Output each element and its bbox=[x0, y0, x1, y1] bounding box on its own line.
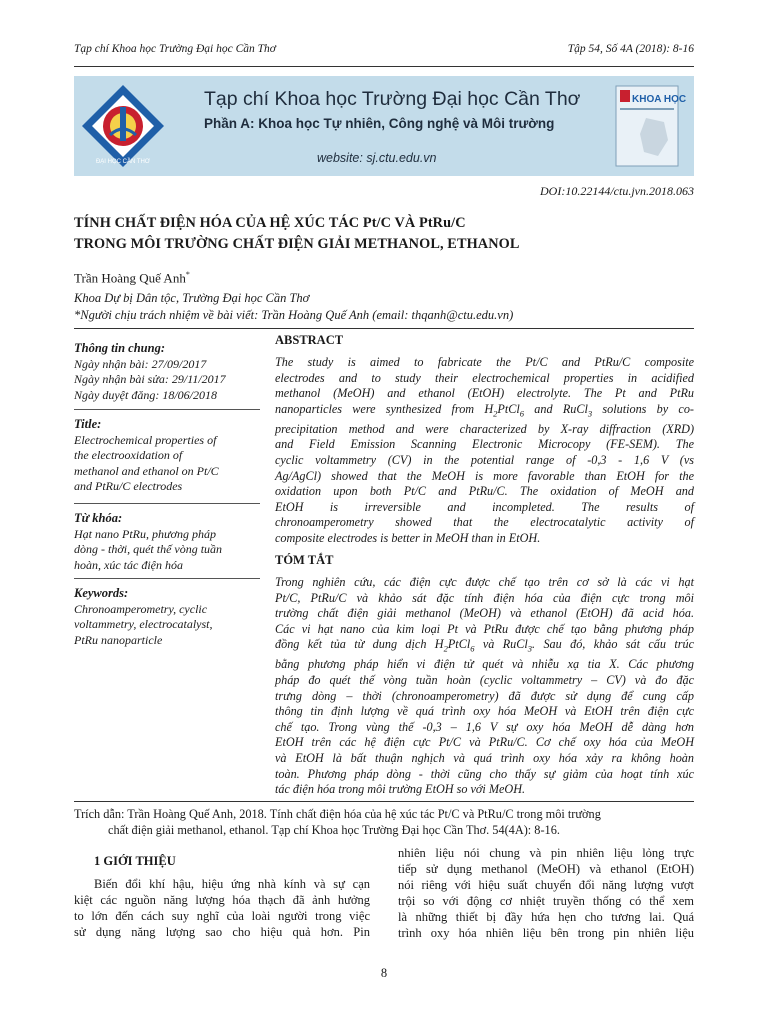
journal-cover-logo bbox=[606, 82, 686, 170]
english-keywords-heading: Keywords: bbox=[74, 586, 129, 600]
abstract-top-rule bbox=[275, 328, 694, 329]
tomtat-line: Trong nghiên cứu, các điện cực được chế tạo trên cơ sở là các vi hạt bbox=[275, 575, 694, 589]
body-line: nói riêng với hiệu suất chuyển đổi năng lượng vượt bbox=[398, 878, 694, 892]
received-date: Ngày nhận bài: 27/09/2017 bbox=[74, 356, 207, 371]
english-keywords bbox=[74, 586, 260, 648]
body-line: trình oxy hóa nhiên liệu bên trong pin nhiên liệu bbox=[398, 926, 694, 940]
body-line: to lớn đến cách suy nghĩ của loài người trong việc bbox=[74, 909, 370, 923]
author-name: Trần Hoàng Quế Anh bbox=[74, 270, 186, 286]
body-line: sử dụng năng lượng sao cho hiệu quả hơn. Pin bbox=[74, 925, 370, 939]
abstract-bottom-rule bbox=[74, 801, 694, 802]
abstract-line: oxidation upon both Pt/C and PtRu/C. The oxidation of MeOH and bbox=[275, 484, 694, 499]
left-column-rule bbox=[74, 409, 260, 410]
doi: DOI:10.22144/ctu.jvn.2018.063 bbox=[540, 184, 694, 198]
tomtat-line: EtOH trên các hệ điện cực Pt/C và PtRu/C. Cơ chế oxy hóa của MeOH bbox=[275, 735, 694, 750]
body-column-left bbox=[74, 876, 370, 940]
english-title-line: Electrochemical properties of bbox=[74, 432, 217, 447]
running-head-volume: Tập 54, Số 4A (2018): 8-16 bbox=[567, 43, 694, 55]
university-seal-logo bbox=[80, 83, 166, 169]
vietnamese-keywords-line: dòng - thời, quét thế vòng tuần bbox=[74, 542, 223, 556]
english-title bbox=[74, 417, 260, 495]
english-title-line: methanol and ethanol on Pt/C bbox=[74, 463, 219, 478]
abstract-line: composite electrodes is better in MeOH than in EtOH. bbox=[275, 530, 541, 545]
journal-banner bbox=[74, 76, 694, 176]
abstract-line: cyclic voltammetry (CV) in the potential range of -0,3 - 1,6 V (vs bbox=[275, 453, 694, 467]
tomtat-line: bằng phương pháp hiển vi điện tử quét và nhiễu xạ tia X. Các phương bbox=[275, 657, 694, 672]
left-column-rule bbox=[74, 578, 260, 579]
citation-line: Trích dẫn: Trần Hoàng Quế Anh, 2018. Tính chất điện hóa của hệ xúc tác Pt/C và PtRu/C trong môi trường bbox=[74, 807, 601, 821]
left-column-rule bbox=[74, 503, 260, 504]
body-column-right bbox=[398, 845, 694, 941]
english-title-line: the electrooxidation of bbox=[74, 448, 183, 462]
banner-website: website: sj.ctu.edu.vn bbox=[317, 151, 437, 165]
corresponding-author: *Người chịu trách nhiệm về bài viết: Trần Hoàng Quế Anh (email: thqanh@ctu.edu.vn) bbox=[74, 308, 514, 322]
body-line: tiếp sử dụng methanol (MeOH) và ethanol (EtOH) bbox=[398, 862, 694, 876]
abstract-line: electrodes and to study their electrochemical properties in acidified bbox=[275, 370, 694, 385]
body-line: trội so với động cơ nhiệt truyền thống có thể xem bbox=[398, 894, 694, 908]
abstract-line: EtOH is irreversible and incompleted. The results of bbox=[275, 499, 694, 514]
article-title-line-1: TÍNH CHẤT ĐIỆN HÓA CỦA HỆ XÚC TÁC Pt/C VÀ PtRu/C bbox=[74, 215, 466, 231]
abstract-line: nanoparticles were synthesized from $H_2PtCl_6$ and RuCl$_3$ solutions by co- bbox=[275, 401, 694, 419]
article-title-line-2: TRONG MÔI TRƯỜNG CHẤT ĐIỆN GIẢI METHANOL, ETHANOL bbox=[74, 236, 520, 252]
english-keywords-line: PtRu nanoparticle bbox=[74, 632, 163, 647]
article-info-heading: Thông tin chung: bbox=[74, 341, 166, 355]
banner-subtitle: Phần A: Khoa học Tự nhiên, Công nghệ và Môi trường bbox=[204, 116, 555, 131]
vietnamese-keywords bbox=[74, 511, 260, 573]
tomtat-line: trưng dòng – thời (chronoamperometry) đã được sử dụng để cung cấp bbox=[275, 688, 694, 703]
body-line: kiệt các nguồn năng lượng hóa thạch đã ảnh hưởng bbox=[74, 893, 370, 907]
page-number: 8 bbox=[380, 966, 388, 980]
english-keywords-line: voltammetry, electrocatalyst, bbox=[74, 617, 213, 631]
vietnamese-keywords-heading: Từ khóa: bbox=[74, 511, 123, 525]
tomtat-line: trường chất điện giải methanol (MeOH) và ethanol (EtOH) đã acid hóa. bbox=[275, 606, 694, 621]
revised-date: Ngày nhận bài sửa: 29/11/2017 bbox=[74, 372, 226, 386]
tomtat-line: Pt/C, PtRu/C và khảo sát đặc tính điện hóa của điện cực trong môi bbox=[275, 590, 694, 605]
citation bbox=[74, 807, 694, 838]
header-rule bbox=[74, 66, 694, 67]
tomtat-line: Các vi hạt nano của kim loại Pt và PtRu được chế tạo bằng phương pháp bbox=[275, 621, 694, 636]
tomtat-line: pháp đo quét thế vòng tuần hoàn (cyclic voltammetry – CV) và đo đặc bbox=[275, 673, 694, 687]
logo-left-text: ĐẠI HỌC CẦN THƠ bbox=[95, 159, 151, 165]
running-head-journal: Tạp chí Khoa học Trường Đại học Cần Thơ bbox=[74, 43, 276, 55]
abstract-line: Ag/AgCl) showed that the MeOH is more favorable than EtOH for the bbox=[275, 468, 694, 483]
abstract-line: chronoamperometry showed that the electrocatalytic activity of bbox=[275, 515, 694, 530]
abstract-line: The study is aimed to fabricate the Pt/C and PtRu/C composite bbox=[275, 355, 694, 369]
abstract-heading: ABSTRACT bbox=[275, 333, 344, 347]
tomtat-line: đồng kết tủa từ dung dịch $H_2PtCl_6$ và RuCl$_3$. Sau đó, khảo sát cấu trúc bbox=[275, 637, 694, 654]
english-keywords-line: Chronoamperometry, cyclic bbox=[74, 601, 208, 616]
logo-right-text: KHOA HỌC bbox=[632, 94, 686, 105]
tomtat-line: thông tin định lượng về quá trình oxy hóa MeOH và EtOH trên điện cực bbox=[275, 704, 694, 719]
article-info bbox=[74, 341, 260, 403]
section-heading: 1 GIỚI THIỆU bbox=[94, 854, 176, 868]
affiliation: Khoa Dự bị Dân tộc, Trường Đại học Cần Thơ bbox=[74, 291, 310, 305]
tomtat-line: và EtOH là bất thuận nghịch và quá trình oxy hóa xảy ra không hoàn bbox=[275, 750, 694, 765]
tomtat-line: toàn. Phương pháp dòng - thời cũng cho thấy sự giảm của hoạt tính xúc bbox=[275, 766, 694, 781]
banner-title: Tạp chí Khoa học Trường Đại học Cần Thơ bbox=[204, 88, 581, 110]
abstract-line: and Field Emission Scanning Electronic Microcopy (FE-SEM). The bbox=[275, 437, 694, 452]
tomtat-heading: TÓM TẮT bbox=[275, 553, 334, 567]
tomtat-line: chế tạo. Trong vùng thế -0,3 – 1,6 V sự oxy hóa MeOH dễ dàng hơn bbox=[275, 719, 694, 734]
abstract-line: methanol (MeOH) and ethanol (EtOH) electrolyte. The Pt and PtRu bbox=[275, 386, 694, 401]
tomtat-line: tác điện hóa trong môi trường EtOH so với MeOH. bbox=[275, 782, 526, 797]
citation-line: chất điện giải methanol, ethanol. Tạp chí Khoa học Trường Đại học Cần Thơ. 54(4A): 8-16. bbox=[108, 822, 560, 837]
body-line: nhiên liệu nói chung và pin nhiên liệu lỏng trực bbox=[398, 846, 694, 860]
english-title-line: and PtRu/C electrodes bbox=[74, 479, 183, 493]
vietnamese-keywords-line: hoàn, xúc tác điện hóa bbox=[74, 557, 183, 572]
body-line: Biến đổi khí hậu, hiệu ứng nhà kính và sự cạn bbox=[94, 877, 370, 891]
abstract-line: precipitation method and were characterized by X-ray diffraction (XRD) bbox=[275, 421, 694, 436]
tomtat-text bbox=[275, 575, 694, 798]
author-mark: * bbox=[185, 270, 190, 279]
body-line: là những thiết bị đầy hứa hẹn cho tương lai. Quá bbox=[398, 910, 694, 924]
vietnamese-keywords-line: Hạt nano PtRu, phương pháp bbox=[74, 526, 216, 541]
english-title-heading: Title: bbox=[74, 417, 102, 431]
author bbox=[74, 270, 190, 286]
abstract-text bbox=[275, 355, 694, 547]
accepted-date: Ngày duyệt đăng: 18/06/2018 bbox=[74, 387, 217, 402]
